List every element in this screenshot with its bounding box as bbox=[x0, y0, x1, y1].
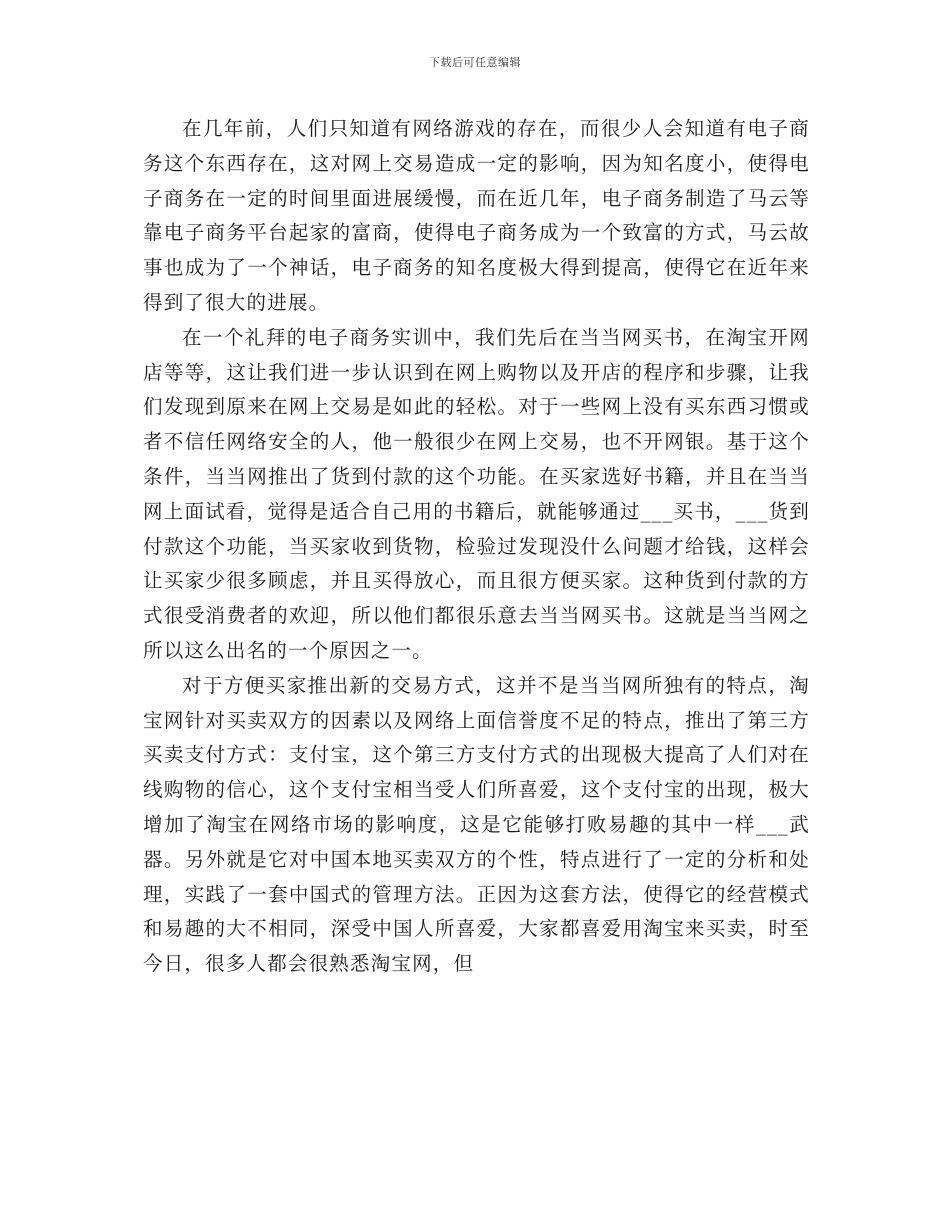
page-header: 下载后可任意编辑 bbox=[429, 56, 521, 69]
paragraph-2: 在一个礼拜的电子商务实训中，我们先后在当当网买书，在淘宝开网店等等，这让我们进一步认识到在网上购物以及开店的程序和步骤，让我们发现到原来在网上交易是如此的轻松。对于一些网上没有买东西习惯或者不信任网络安全的人，他一般很少在网上交易，也不开网银。基于这个条件，当当网推出了货到付款的这个功能。在买家选好书籍，并且在当当网上面试看，觉得是适合自己用的书籍后，就能够通过___买书，___货到付款这个功能，当买家收到货物，检验过发现没什么问题才给钱，这样会让买家少很多顾虑，并且买得放心，而且很方便买家。这种货到付款的方式很受消费者的欢迎，所以他们都很乐意去当当网买书。这就是当当网之所以这么出名的一个原因之一。 bbox=[143, 325, 810, 662]
paragraph-1: 在几年前，人们只知道有网络游戏的存在，而很少人会知道有电子商务这个东西存在，这对网上交易造成一定的影响，因为知名度小，使得电子商务在一定的时间里面进展缓慢，而在近几年，电子商务制造了马云等靠电子商务平台起家的富商，使得电子商务成为一个致富的方式，马云故事也成为了一个神话，电子商务的知名度极大得到提高，使得它在近年来得到了很大的进展。 bbox=[143, 117, 810, 314]
paragraph-3: 对于方便买家推出新的交易方式，这并不是当当网所独有的特点，淘宝网针对买卖双方的因素以及网络上面信誉度不足的特点，推出了第三方买卖支付方式：支付宝，这个第三方支付方式的出现极大提高了人们对在线购物的信心，这个支付宝相当受人们所喜爱，这个支付宝的出现，极大增加了淘宝在网络市场的影响度，这是它能够打败易趣的其中一样___武器。另外就是它对中国本地买卖双方的个性，特点进行了一定的分析和处理，实践了一套中国式的管理方法。正因为这套方法，使得它的经营模式和易趣的大不相同，深受中国人所喜爱，大家都喜爱用淘宝来买卖，时至今日，很多人都会很熟悉淘宝网，但 bbox=[143, 673, 810, 976]
document-body bbox=[143, 112, 810, 982]
